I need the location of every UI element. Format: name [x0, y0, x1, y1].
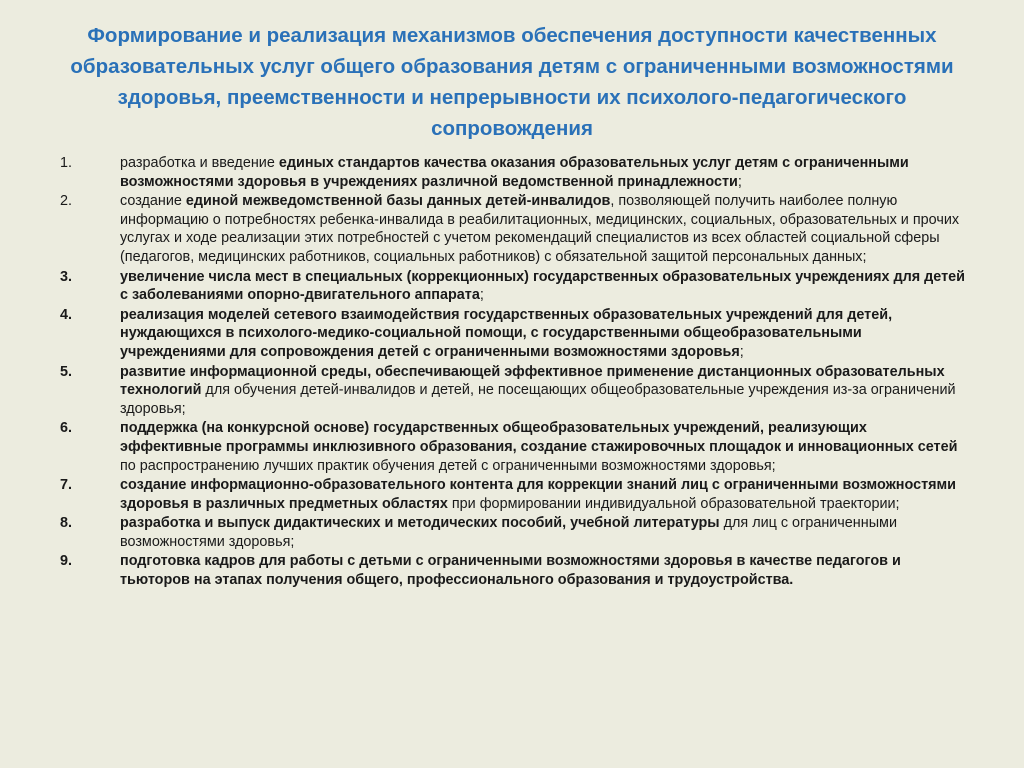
item-bold-text: разработка и выпуск дидактических и методических пособий, учебной литературы: [120, 515, 720, 532]
item-text-tail: для лиц с ограниченными возможностями здоровья;: [120, 515, 897, 550]
list-item: [60, 268, 968, 305]
item-bold-text: подготовка кадров для работы с детьми с ограниченными возможностями здоровья в качестве педагогов и тьюторов на этапах получения общего, профессионального образования и трудоустройства.: [120, 553, 901, 589]
item-bold-text: создание информационно-образовательного контента для коррекции знаний лиц с ограниченными возможностями здоровья в различных предметных областях: [120, 477, 957, 512]
item-bold-text: развитие информационной среды, обеспечивающей эффективное применение дистанционных образовательных технологий: [120, 363, 945, 399]
item-number: 3.: [60, 268, 73, 285]
list-item: [60, 476, 968, 513]
item-number: 9.: [60, 553, 73, 570]
list-item: [60, 192, 968, 266]
item-text-tail: , позволяющей получить наиболее полную информацию о потребностях ребенка-инвалида в реабилитационных, медицинских, социальных, образовательных и прочих услугах и ходе реализации этих потребностей с учетом рекомендаций специалистов из всех областей социальной сферы (педагогов, медицинских работников, социальных работников) с обязательной защитой персональных данных;: [120, 193, 960, 265]
list-item: [60, 552, 968, 589]
item-bold-text: реализация моделей сетевого взаимодействия государственных образовательных учреждений для детей, нуждающихся в психолого-медико-социальной помощи, с государственными общеобразовательными учреждениями для сопровождения детей с ограниченными возможностями здоровья: [120, 306, 893, 360]
item-number: 1.: [60, 155, 73, 171]
item-number: 5.: [60, 363, 73, 380]
item-bold-text: единой межведомственной базы данных детей-инвалидов: [185, 193, 611, 210]
item-number: 6.: [60, 420, 73, 437]
item-number: 4.: [60, 306, 73, 323]
item-text-tail: при формировании индивидуальной образовательной траектории;: [447, 495, 900, 512]
item-number: 8.: [60, 515, 73, 532]
slide-title: Формирование и реализация механизмов обеспечения доступности качественных образовательных услуг общего образования детям с ограниченными возможностями здоровья, преемственности и непрерывности их психолого-педагогического сопровождения: [70, 24, 954, 140]
list-item: [60, 514, 968, 551]
item-number: 7.: [60, 477, 73, 494]
item-text: создание: [120, 193, 186, 210]
item-number: 2.: [60, 193, 73, 210]
item-bold-text: увеличение числа мест в специальных (коррекционных) государственных образовательных учреждениях для детей с заболеваниями опорно-двигательного аппарата: [120, 268, 965, 304]
list-item: [60, 306, 968, 362]
item-text-tail: ;: [739, 343, 744, 360]
list-item: [60, 154, 968, 191]
item-text-tail: ;: [737, 173, 742, 190]
item-bold-text: единых стандартов качества оказания образовательных услуг детям с ограниченными возможностями здоровья в учреждениях различной ведомственной принадлежности: [120, 155, 909, 190]
item-bold-text: поддержка (на конкурсной основе) государственных общеобразовательных учреждений, реализующих эффективные программы инклюзивного образования, создание стажировочных площадок и инновационных сетей: [120, 420, 958, 455]
list-item: [60, 363, 968, 419]
measures-list: [60, 154, 968, 591]
list-item: [60, 419, 968, 475]
item-text-tail: для обучения детей-инвалидов и детей, не посещающих общеобразовательные учреждения из-за ограничений здоровья;: [120, 382, 956, 417]
item-text-tail: ;: [479, 287, 484, 304]
item-text-tail: по распространению лучших практик обучения детей с ограниченными возможностями здоровья;: [120, 457, 776, 474]
item-text: разработка и введение: [120, 155, 279, 171]
